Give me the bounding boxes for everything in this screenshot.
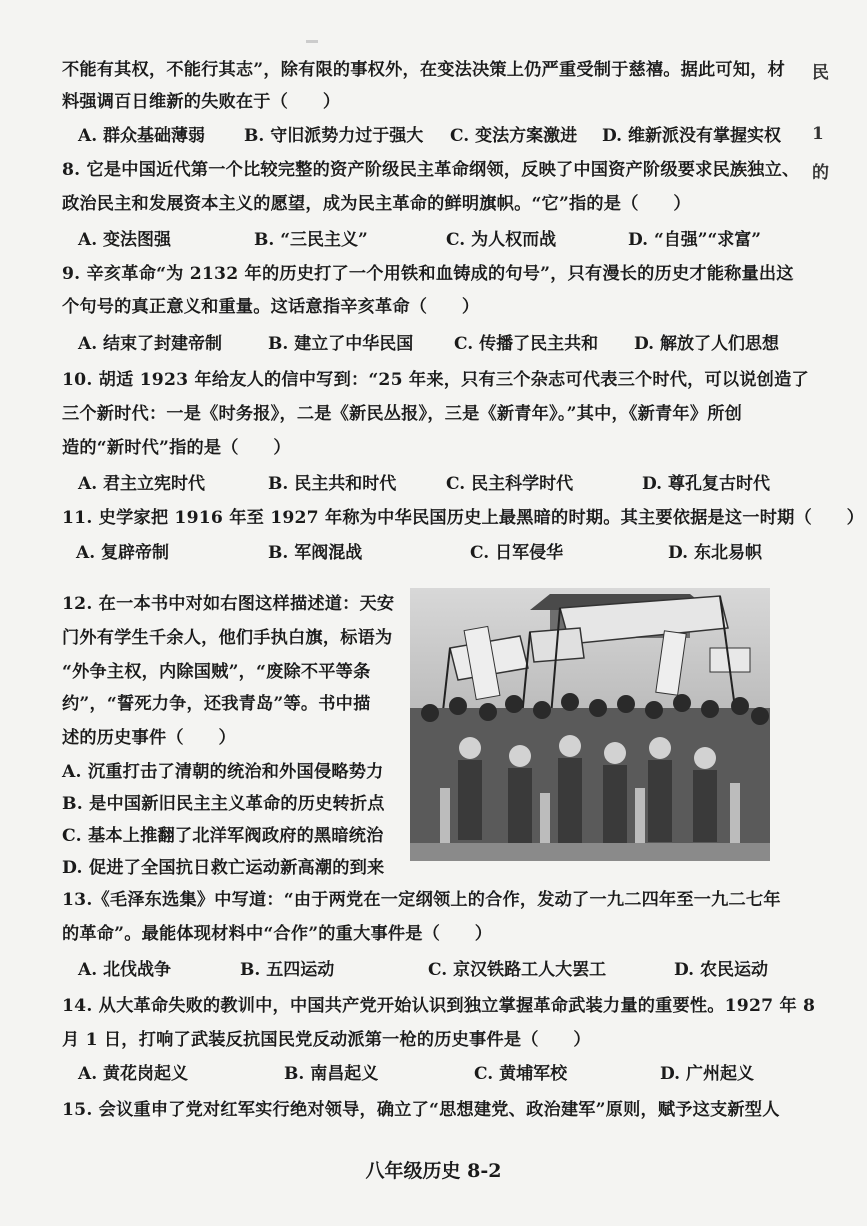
q12-option-b[interactable]: B. 是中国新旧民主主义革命的历史转折点	[62, 794, 385, 814]
q8-option-b[interactable]: B. “三民主义”	[254, 230, 368, 250]
q12-text-line-2: 门外有学生千余人，他们手执白旗，标语为	[62, 628, 393, 648]
q11-option-b[interactable]: B. 军阀混战	[268, 543, 363, 563]
demonstration-photo	[410, 588, 770, 861]
q11-option-c[interactable]: C. 日军侵华	[470, 543, 564, 563]
q7-option-d[interactable]: D. 维新派没有掌握实权	[602, 126, 781, 146]
q11-options	[62, 541, 822, 565]
q7-option-b[interactable]: B. 守旧派势力过于强大	[244, 126, 424, 146]
q14-option-b[interactable]: B. 南昌起义	[284, 1064, 379, 1084]
q14-options	[62, 1062, 822, 1086]
q9-options	[62, 332, 822, 356]
q15-text: 15. 会议重申了党对红军实行绝对领导，确立了“思想建党、政治建军”原则，赋予这支新型人	[62, 1100, 780, 1120]
q13-options	[62, 958, 822, 982]
q13-option-c[interactable]: C. 京汉铁路工人大罢工	[428, 960, 607, 980]
q11-text: 11. 史学家把 1916 年至 1927 年称为中华民国历史上最黑暗的时期。其主要依据是这一时期（ ）	[62, 508, 865, 528]
q12-text-line-1: 12. 在一本书中对如右图这样描述道：天安	[62, 594, 395, 614]
q10-options	[62, 472, 822, 496]
q14-option-c[interactable]: C. 黄埔军校	[474, 1064, 568, 1084]
q10-option-d[interactable]: D. 尊孔复古时代	[642, 474, 770, 494]
q10-text-line-2: 三个新时代：一是《时务报》，二是《新民丛报》，三是《新青年》。”其中，《新青年》所创	[62, 404, 742, 424]
q8-option-a[interactable]: A. 变法图强	[78, 230, 172, 250]
q7-text-line-1: 不能有其权，不能行其志”，除有限的事权外，在变法决策上仍严重受制于慈禧。据此可知，材	[62, 60, 785, 80]
q9-option-d[interactable]: D. 解放了人们思想	[634, 334, 779, 354]
q13-option-a[interactable]: A. 北伐战争	[78, 960, 172, 980]
q9-text-line-2: 个句号的真正意义和重量。这话意指辛亥革命（ ）	[62, 297, 480, 317]
q14-text-line-1: 14. 从大革命失败的教训中，中国共产党开始认识到独立掌握革命武装力量的重要性。1927 年 8	[62, 996, 816, 1016]
q14-text-line-2: 月 1 日，打响了武装反抗国民党反动派第一枪的历史事件是（ ）	[62, 1030, 591, 1050]
q12-option-c[interactable]: C. 基本上推翻了北洋军阀政府的黑暗统治	[62, 826, 384, 846]
page-footer: 八年级历史 8-2	[365, 1160, 502, 1182]
edge-char-3: 的	[812, 163, 829, 183]
q7-text-line-2: 料强调百日维新的失败在于（ ）	[62, 92, 341, 112]
q11-option-a[interactable]: A. 复辟帝制	[76, 543, 170, 563]
edge-char-2: 1	[812, 124, 824, 144]
edge-char-1: 民	[812, 63, 829, 83]
q13-option-b[interactable]: B. 五四运动	[240, 960, 335, 980]
q12-option-d[interactable]: D. 促进了全国抗日救亡运动新高潮的到来	[62, 858, 385, 878]
q14-option-d[interactable]: D. 广州起义	[660, 1064, 754, 1084]
protest-crowd-illustration	[410, 588, 770, 861]
q8-option-c[interactable]: C. 为人权而战	[446, 230, 557, 250]
q12-text-line-3: “外争主权，内除国贼”，“废除不平等条	[62, 662, 371, 682]
q8-options	[62, 228, 822, 252]
q10-option-c[interactable]: C. 民主科学时代	[446, 474, 574, 494]
q14-option-a[interactable]: A. 黄花岗起义	[78, 1064, 189, 1084]
q10-option-b[interactable]: B. 民主共和时代	[268, 474, 397, 494]
q7-option-c[interactable]: C. 变法方案激进	[450, 126, 578, 146]
q13-text-line-1: 13.《毛泽东选集》中写道：“由于两党在一定纲领上的合作，发动了一九二四年至一九二七年	[62, 890, 781, 910]
q13-option-d[interactable]: D. 农民运动	[674, 960, 768, 980]
q12-text-line-4: 约”，“誓死力争，还我青岛”等。书中描	[62, 694, 371, 714]
q12-text-line-5: 述的历史事件（ ）	[62, 728, 236, 748]
scan-mark	[306, 40, 318, 43]
q9-option-b[interactable]: B. 建立了中华民国	[268, 334, 414, 354]
q11-option-d[interactable]: D. 东北易帜	[668, 543, 762, 563]
q7-options	[62, 124, 822, 148]
q10-text-line-1: 10. 胡适 1923 年给友人的信中写到：“25 年来，只有三个杂志可代表三个时代，可以说创造了	[62, 370, 809, 390]
q7-option-a[interactable]: A. 群众基础薄弱	[78, 126, 206, 146]
q8-text-line-2: 政治民主和发展资本主义的愿望，成为民主革命的鲜明旗帜。“它”指的是（ ）	[62, 194, 691, 214]
q10-text-line-3: 造的“新时代”指的是（ ）	[62, 438, 291, 458]
q9-option-a[interactable]: A. 结束了封建帝制	[78, 334, 223, 354]
q13-text-line-2: 的革命”。最能体现材料中“合作”的重大事件是（ ）	[62, 924, 493, 944]
q12-option-a[interactable]: A. 沉重打击了清朝的统治和外国侵略势力	[62, 762, 384, 782]
q8-text-line-1: 8. 它是中国近代第一个比较完整的资产阶级民主革命纲领，反映了中国资产阶级要求民族独立、	[62, 160, 800, 180]
q9-text-line-1: 9. 辛亥革命“为 2132 年的历史打了一个用铁和血铸成的句号”，只有漫长的历史才能称量出这	[62, 264, 794, 284]
q10-option-a[interactable]: A. 君主立宪时代	[78, 474, 206, 494]
q9-option-c[interactable]: C. 传播了民主共和	[454, 334, 599, 354]
q8-option-d[interactable]: D. “自强”“求富”	[628, 230, 762, 250]
